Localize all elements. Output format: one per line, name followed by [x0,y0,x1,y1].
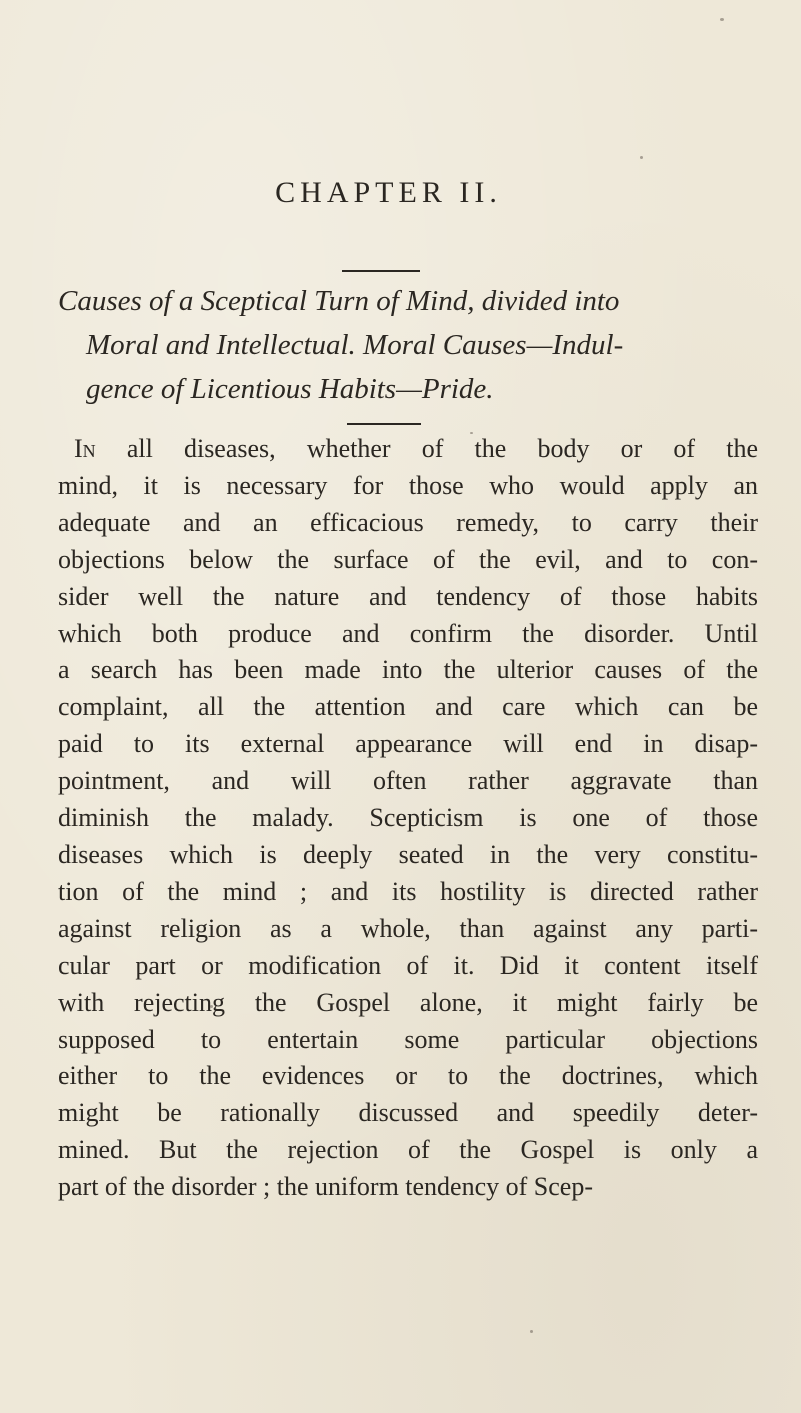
subtitle-rule [347,423,421,425]
body-line: adequate and an efficacious remedy, to carry their [58,507,758,537]
body-line: diminish the malady. Scepticism is one of those [58,803,758,833]
body-line: might be rationally discussed and speedily deter- [58,1098,758,1128]
subtitle-line: Causes of a Sceptical Turn of Mind, divided into [58,285,620,317]
body-paragraph [58,431,758,1206]
body-line: mind, it is necessary for those who would apply an [58,470,758,500]
body-line: sider well the nature and tendency of those habits [58,581,758,611]
chapter-heading: CHAPTER II. [275,176,502,209]
chapter-subtitle [58,279,748,411]
body-line: mined. But the rejection of the Gospel is only a [58,1135,758,1165]
opening-word: In [74,434,96,463]
subtitle-line: Moral and Intellectual. Moral Causes—Indul- [86,329,624,361]
body-line: which both produce and confirm the disorder. Until [58,618,758,648]
paper-speck [640,156,643,159]
body-line: complaint, all the attention and care which can be [58,692,758,722]
heading-rule [342,270,420,272]
paper-speck [720,18,724,21]
body-line: cular part or modification of it. Did it content itself [58,950,758,980]
first-line-text: all diseases, whether of the body or of the [95,434,758,463]
body-line: diseases which is deeply seated in the very constitu- [58,839,758,869]
paper-speck [530,1330,533,1333]
body-line: against religion as a whole, than against any parti- [58,913,758,943]
body-line: paid to its external appearance will end in disap- [58,729,758,759]
body-line: pointment, and will often rather aggravate than [58,766,758,796]
subtitle-line: gence of Licentious Habits—Pride. [86,373,494,405]
body-line: a search has been made into the ulterior causes of the [58,655,758,685]
body-line: with rejecting the Gospel alone, it might fairly be [58,987,758,1017]
body-line [58,431,758,468]
body-line: part of the disorder ; the uniform tendency of Scep- [58,1172,593,1202]
body-line: tion of the mind ; and its hostility is directed rather [58,876,758,906]
body-line: supposed to entertain some particular objections [58,1024,758,1054]
body-line: objections below the surface of the evil, and to con- [58,544,758,574]
body-line: either to the evidences or to the doctrines, which [58,1061,758,1091]
